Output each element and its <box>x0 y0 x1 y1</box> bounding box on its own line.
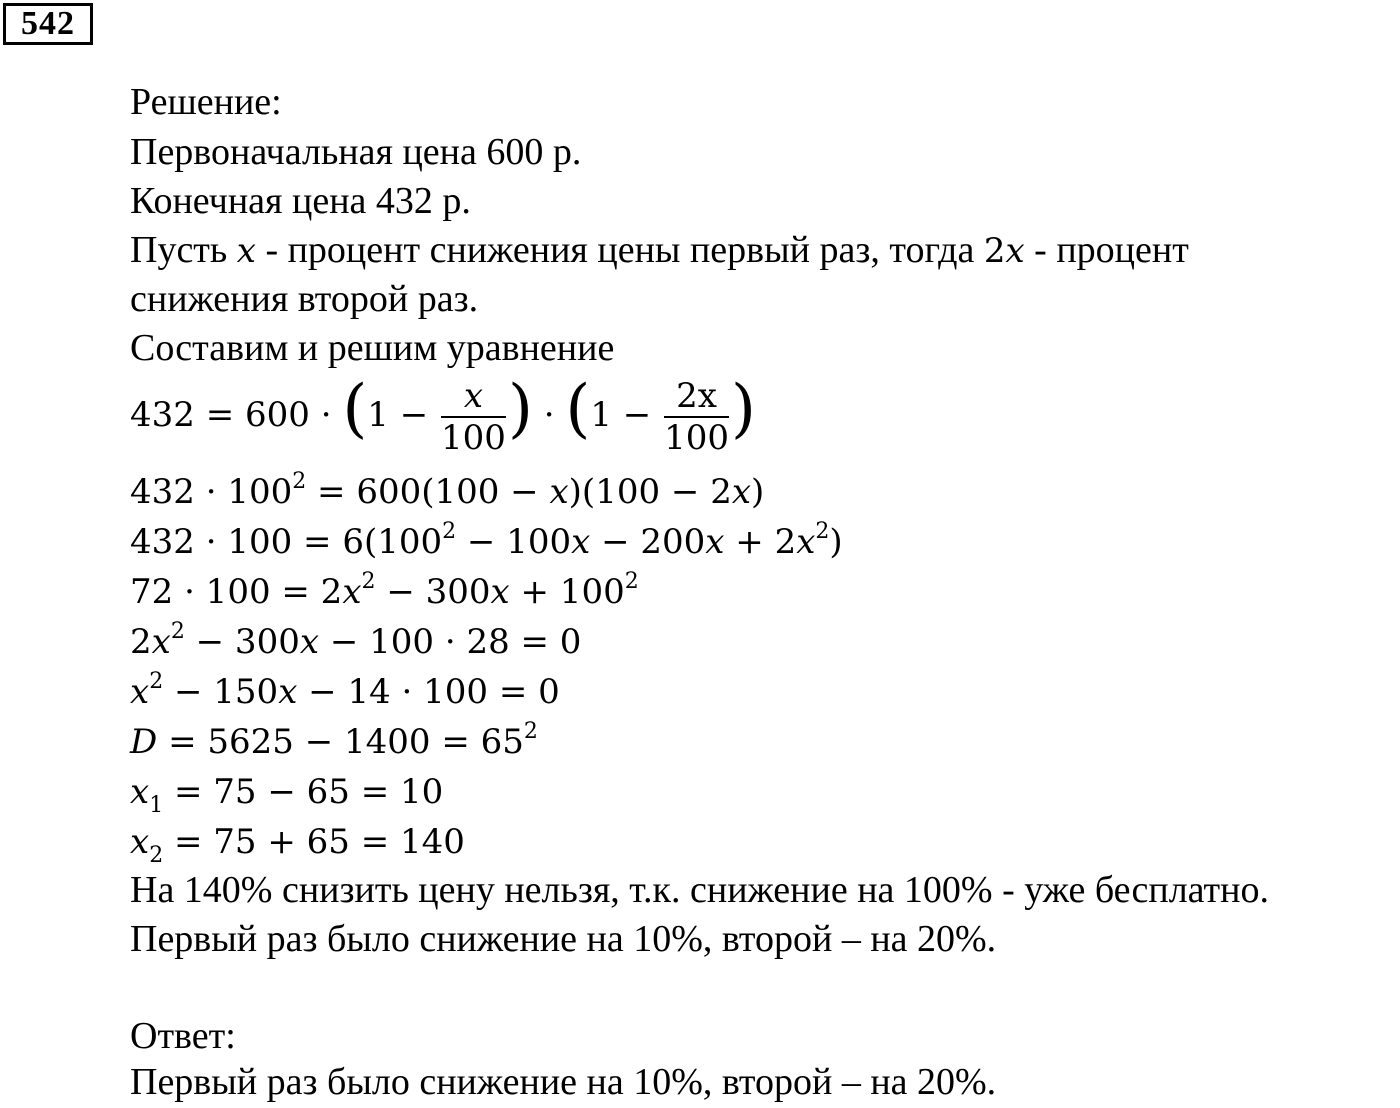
eq-part: − 100 · 28 = 0 <box>319 622 582 662</box>
eq-variable: x <box>130 772 150 812</box>
eq-part: ) <box>829 522 843 562</box>
conclusion-line-2: Первый раз было снижение на 10%, второй – на 20%. <box>130 918 997 960</box>
equation-9-root2 <box>130 818 465 866</box>
eq-part: + 100 <box>509 572 625 612</box>
fraction-denominator: 100 <box>441 418 506 458</box>
eq-part: 2 <box>130 622 152 662</box>
initial-price-line: Первоначальная цена 600 р. <box>130 131 582 173</box>
equation-4 <box>130 568 639 616</box>
answer-label: Ответ: <box>130 1015 236 1057</box>
eq-part: + 2 <box>724 522 797 562</box>
fraction-x-100 <box>441 376 506 458</box>
conclusion-line-1: На 140% снизить цену нельзя, т.к. снижение на 100% - уже бесплатно. <box>130 869 1269 911</box>
eq1-one: 1 − <box>590 395 663 435</box>
eq-part: = 5625 − 1400 = 65 <box>157 722 524 762</box>
eq-variable: x <box>705 522 725 562</box>
eq-exponent: 2 <box>442 519 457 544</box>
equation-7-discriminant <box>130 718 538 766</box>
eq-variable: x <box>299 622 320 662</box>
open-paren: ( <box>565 372 591 446</box>
eq-variable: x <box>151 622 171 662</box>
eq-part: − 300 <box>184 622 300 662</box>
eq-part: − 300 <box>375 572 491 612</box>
eq-variable: x <box>796 522 816 562</box>
eq-variable: x <box>549 472 569 512</box>
eq-variable: x <box>490 572 510 612</box>
equation-1 <box>130 372 756 458</box>
eq-subscript: 1 <box>149 793 164 818</box>
eq1-lhs: 432 = 600 · <box>130 395 343 435</box>
math-variable: x <box>1005 231 1025 271</box>
fraction-numerator: 2x <box>664 376 729 418</box>
fraction-2x-100 <box>664 376 729 458</box>
eq-part: )(100 − 2 <box>568 472 732 512</box>
eq-exponent: 2 <box>523 719 538 744</box>
close-paren: ) <box>507 372 533 446</box>
eq-exponent: 2 <box>170 619 185 644</box>
equation-6 <box>130 668 560 716</box>
equation-5 <box>130 618 581 666</box>
eq-variable: x <box>278 672 298 712</box>
equation-intro-line: Составим и решим уравнение <box>130 327 615 369</box>
eq-part: − 14 · 100 = 0 <box>297 672 560 712</box>
equation-2 <box>130 468 764 516</box>
eq-exponent: 2 <box>292 469 307 494</box>
text-fragment: - процент снижения цены первый раз, тогда <box>255 229 984 271</box>
eq-exponent: 2 <box>149 669 164 694</box>
eq-part: 72 · 100 = 2 <box>130 572 343 612</box>
eq-exponent: 2 <box>815 519 830 544</box>
final-price-line: Конечная цена 432 р. <box>130 180 471 222</box>
open-paren: ( <box>342 372 368 446</box>
eq-variable: x <box>731 472 752 512</box>
eq-variable: D <box>130 722 158 762</box>
math-number: 2 <box>983 231 1006 271</box>
eq-part: − 100 <box>456 522 572 562</box>
eq-variable: x <box>571 522 591 562</box>
equation-3 <box>130 518 843 566</box>
eq1-one: 1 − <box>367 395 440 435</box>
eq-exponent: 2 <box>624 569 639 594</box>
eq-variable: x <box>342 572 362 612</box>
eq-part: − 150 <box>163 672 279 712</box>
eq-part: = 75 − 65 = 10 <box>163 772 444 812</box>
text-fragment: Пусть <box>130 229 237 271</box>
eq-subscript: 2 <box>149 843 164 868</box>
eq1-dot: · <box>532 395 566 435</box>
eq-part: 432 · 100 <box>130 472 293 512</box>
eq-part: = 600(100 − <box>306 472 550 512</box>
equation-8-root1 <box>130 768 443 816</box>
eq-part: 432 · 100 = 6(100 <box>130 522 443 562</box>
fraction-denominator: 100 <box>664 418 729 458</box>
text-fragment: - процент <box>1024 229 1189 271</box>
eq-variable: x <box>130 672 150 712</box>
eq-exponent: 2 <box>361 569 376 594</box>
fraction-numerator: x <box>441 376 506 418</box>
eq-part: ) <box>751 472 765 512</box>
solution-label: Решение: <box>130 81 282 123</box>
close-paren: ) <box>730 372 756 446</box>
let-x-line <box>130 226 1189 275</box>
eq-part: − 200 <box>590 522 706 562</box>
second-decrease-line: снижения второй раз. <box>130 278 479 320</box>
answer-text: Первый раз было снижение на 10%, второй – на 20%. <box>130 1061 997 1103</box>
problem-number: 542 <box>3 3 93 45</box>
math-variable: x <box>236 231 256 271</box>
eq-variable: x <box>130 822 150 862</box>
eq-part: = 75 + 65 = 140 <box>163 822 465 862</box>
